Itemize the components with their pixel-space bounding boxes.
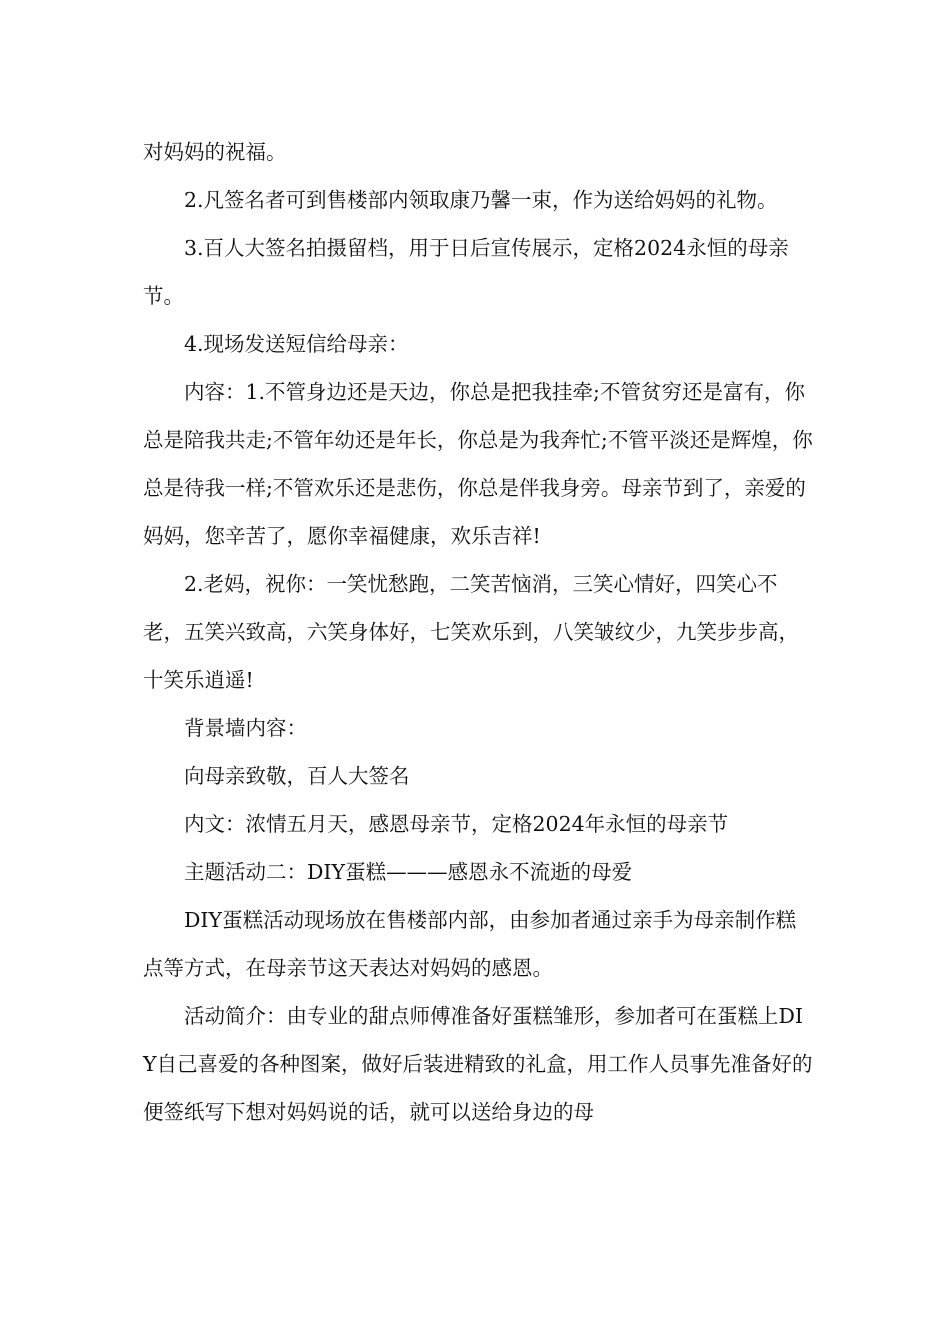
- paragraph-item-3-photo: 3.百人大签名拍摄留档，用于日后宣传展示，定格2024永恒的母亲节。: [143, 236, 789, 308]
- paragraph-greeting-end: 对妈妈的祝福。: [143, 140, 287, 164]
- paragraph-item-4-sms: 4.现场发送短信给母亲：: [184, 332, 409, 356]
- paragraph-sms-content-1: 内容：1.不管身边还是天边，你总是把我挂牵;不管贫穷还是富有，你总是陪我共走;不管年幼还是年长，你总是为我奔忙;不管平淡还是辉煌，你总是待我一样;不管欢乐还是悲伤，你总是伴我身旁。母亲节到了，亲爱的妈妈，您辛苦了，愿你幸福健康，欢乐吉祥!: [143, 380, 813, 548]
- paragraph-item-2-carnation: 2.凡签名者可到售楼部内领取康乃馨一束，作为送给妈妈的礼物。: [184, 188, 778, 212]
- paragraph-background-wall-text: 内文：浓情五月天，感恩母亲节，定格2024年永恒的母亲节: [184, 812, 729, 836]
- paragraph-activity-intro: 活动简介：由专业的甜点师傅准备好蛋糕雏形，参加者可在蛋糕上DIY自己喜爱的各种图案，做好后装进精致的礼盒，用工作人员事先准备好的便签纸写下想对妈妈说的话，就可以送给身边的母: [143, 1004, 813, 1124]
- paragraph-diy-cake-description: DIY蛋糕活动现场放在售楼部内部，由参加者通过亲手为母亲制作糕点等方式，在母亲节这天表达对妈妈的感恩。: [143, 908, 797, 980]
- paragraph-background-wall-title: 向母亲致敬，百人大签名: [184, 764, 410, 788]
- paragraph-sms-content-2: 2.老妈，祝你：一笑忧愁跑，二笑苦恼消，三笑心情好，四笑心不老，五笑兴致高，六笑身体好，七笑欢乐到，八笑皱纹少，九笑步步高，十笑乐逍遥!: [143, 572, 799, 692]
- paragraph-activity-2-heading: 主题活动二：DIY蛋糕———感恩永不流逝的母爱: [184, 860, 633, 884]
- paragraph-background-wall-heading: 背景墙内容：: [184, 716, 307, 740]
- document-body: [143, 128, 815, 1136]
